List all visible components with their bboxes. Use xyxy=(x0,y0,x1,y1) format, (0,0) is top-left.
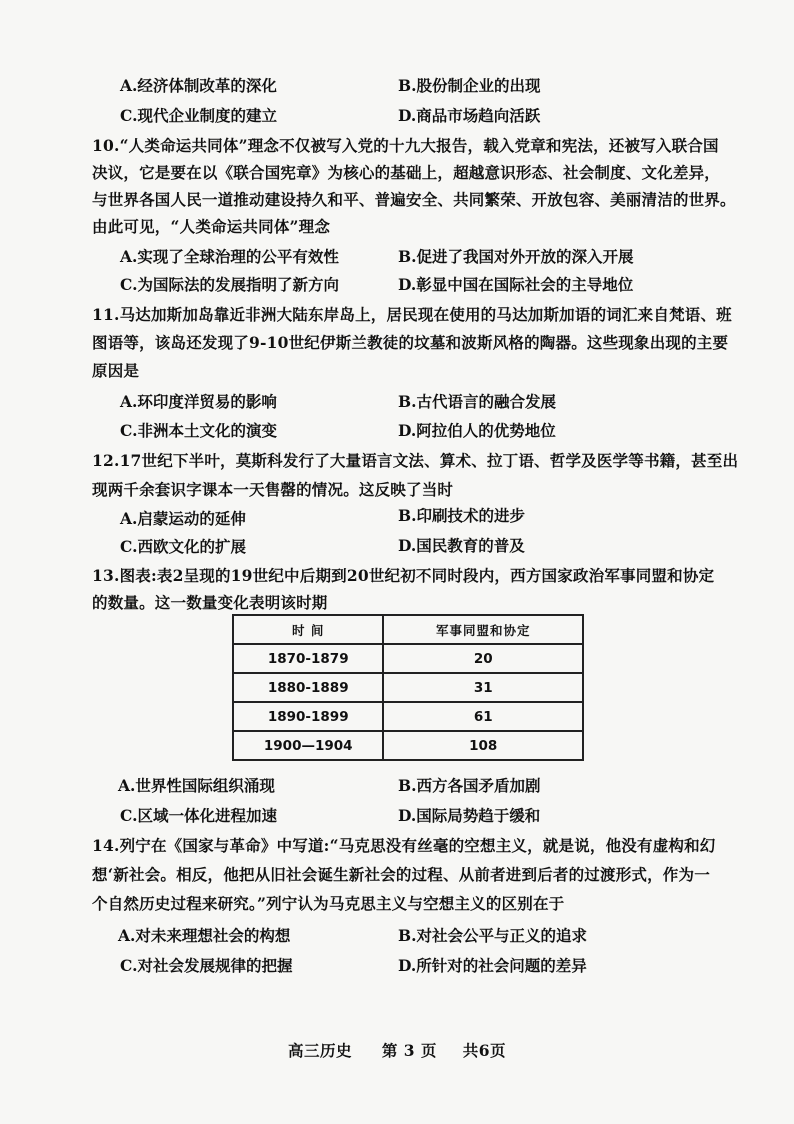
q11-stem-line-2: 图语等，该岛还发现了9-10世纪伊斯兰教徒的坟墓和波斯风格的陶器。这些现象出现的主要 xyxy=(92,333,729,352)
table-cell-period: 1890-1899 xyxy=(233,702,383,731)
q14-option-b: B.对社会公平与正义的追求 xyxy=(398,926,587,945)
q13-option-b: B.西方各国矛盾加剧 xyxy=(398,776,541,795)
q13-stem-line-1: 13.图表:表2呈现的19世纪中后期到20世纪初不同时段内，西方国家政治军事同盟和协定 xyxy=(92,566,715,585)
q10-stem-line-3: 与世界各国人民一道推动建设持久和平、普遍安全、共同繁荣、开放包容、美丽清洁的世界。 xyxy=(92,190,736,209)
table-cell-count: 20 xyxy=(383,644,583,673)
q14-stem-line-1: 14.列宁在《国家与革命》中写道:“马克思没有丝毫的空想主义，就是说，他没有虚构和幻 xyxy=(92,836,716,855)
q9-option-d: D.商品市场趋向活跃 xyxy=(398,106,541,125)
table-row xyxy=(233,673,583,702)
q11-option-c: C.非洲本土文化的演变 xyxy=(120,421,277,440)
table-cell-count: 31 xyxy=(383,673,583,702)
page-footer xyxy=(0,1039,794,1061)
q12-option-c: C.西欧文化的扩展 xyxy=(120,537,246,556)
q11-stem-line-3: 原因是 xyxy=(92,361,140,380)
table-cell-period: 1900—1904 xyxy=(233,731,383,760)
q9-option-a: A.经济体制改革的深化 xyxy=(120,76,277,95)
q14-stem-line-3: 个自然历史过程来研究。”列宁认为马克思主义与空想主义的区别在于 xyxy=(92,894,565,913)
q10-stem-line-1: 10.“人类命运共同体”理念不仅被写入党的十九大报告，载入党章和宪法，还被写入联合国 xyxy=(92,136,719,155)
table-cell-count: 108 xyxy=(383,731,583,760)
q9-option-c: C.现代企业制度的建立 xyxy=(120,106,277,125)
q13-stem-line-2: 的数量。这一数量变化表明该时期 xyxy=(92,593,328,612)
table-header-cell: 时 间 xyxy=(233,615,383,644)
table-cell-period: 1880-1889 xyxy=(233,673,383,702)
q13-option-c: C.区域一体化进程加速 xyxy=(120,806,277,825)
q10-stem-line-2: 决议，它是要在以《联合国宪章》为核心的基础上，超越意识形态、社会制度、文化差异， xyxy=(92,163,721,182)
q10-option-b: B.促进了我国对外开放的深入开展 xyxy=(398,247,634,266)
q14-stem-line-2: 想‘新社会。相反，他把从旧社会诞生新社会的过程、从前者进到后者的过渡形式，作为一 xyxy=(92,865,710,884)
q10-option-d: D.彰显中国在国际社会的主导地位 xyxy=(398,275,634,294)
table-cell-count: 61 xyxy=(383,702,583,731)
table-row xyxy=(233,702,583,731)
table-row xyxy=(233,731,583,760)
q14-option-c: C.对社会发展规律的把握 xyxy=(120,956,293,975)
q12-option-a: A.启蒙运动的延伸 xyxy=(120,509,246,528)
footer-total-pages: 共6页 xyxy=(462,1041,506,1060)
q10-option-a: A.实现了全球治理的公平有效性 xyxy=(120,247,339,266)
q13-option-a: A.世界性国际组织涌现 xyxy=(118,776,275,795)
footer-page-number: 第 3 页 xyxy=(381,1041,437,1060)
q9-option-b: B.股份制企业的出现 xyxy=(398,76,541,95)
q12-option-b: B.印刷技术的进步 xyxy=(398,506,525,525)
q10-option-c: C.为国际法的发展指明了新方向 xyxy=(120,275,339,294)
q11-option-b: B.古代语言的融合发展 xyxy=(398,392,556,411)
footer-subject: 高三历史 xyxy=(287,1041,352,1060)
q12-stem-line-1: 12.17世纪下半叶，莫斯科发行了大量语言文法、算术、拉丁语、哲学及医学等书籍，甚至出 xyxy=(92,451,739,470)
table-row xyxy=(233,644,583,673)
q14-option-d: D.所针对的社会问题的差异 xyxy=(398,956,587,975)
alliances-table xyxy=(232,614,584,761)
q11-stem-line-1: 11.马达加斯加岛靠近非洲大陆东岸岛上，居民现在使用的马达加斯加语的词汇来自梵语、班 xyxy=(92,305,732,324)
q14-option-a: A.对未来理想社会的构想 xyxy=(118,926,291,945)
q11-option-d: D.阿拉伯人的优势地位 xyxy=(398,421,556,440)
q13-option-d: D.国际局势趋于缓和 xyxy=(398,806,541,825)
table-header-cell: 军事同盟和协定 xyxy=(383,615,583,644)
q12-stem-line-2: 现两千余套识字课本一天售罄的情况。这反映了当时 xyxy=(92,480,454,499)
table-cell-period: 1870-1879 xyxy=(233,644,383,673)
table-header-row xyxy=(233,615,583,644)
q11-option-a: A.环印度洋贸易的影响 xyxy=(120,392,277,411)
q12-option-d: D.国民教育的普及 xyxy=(398,536,525,555)
q10-stem-line-4: 由此可见，“人类命运共同体”理念 xyxy=(92,217,331,236)
